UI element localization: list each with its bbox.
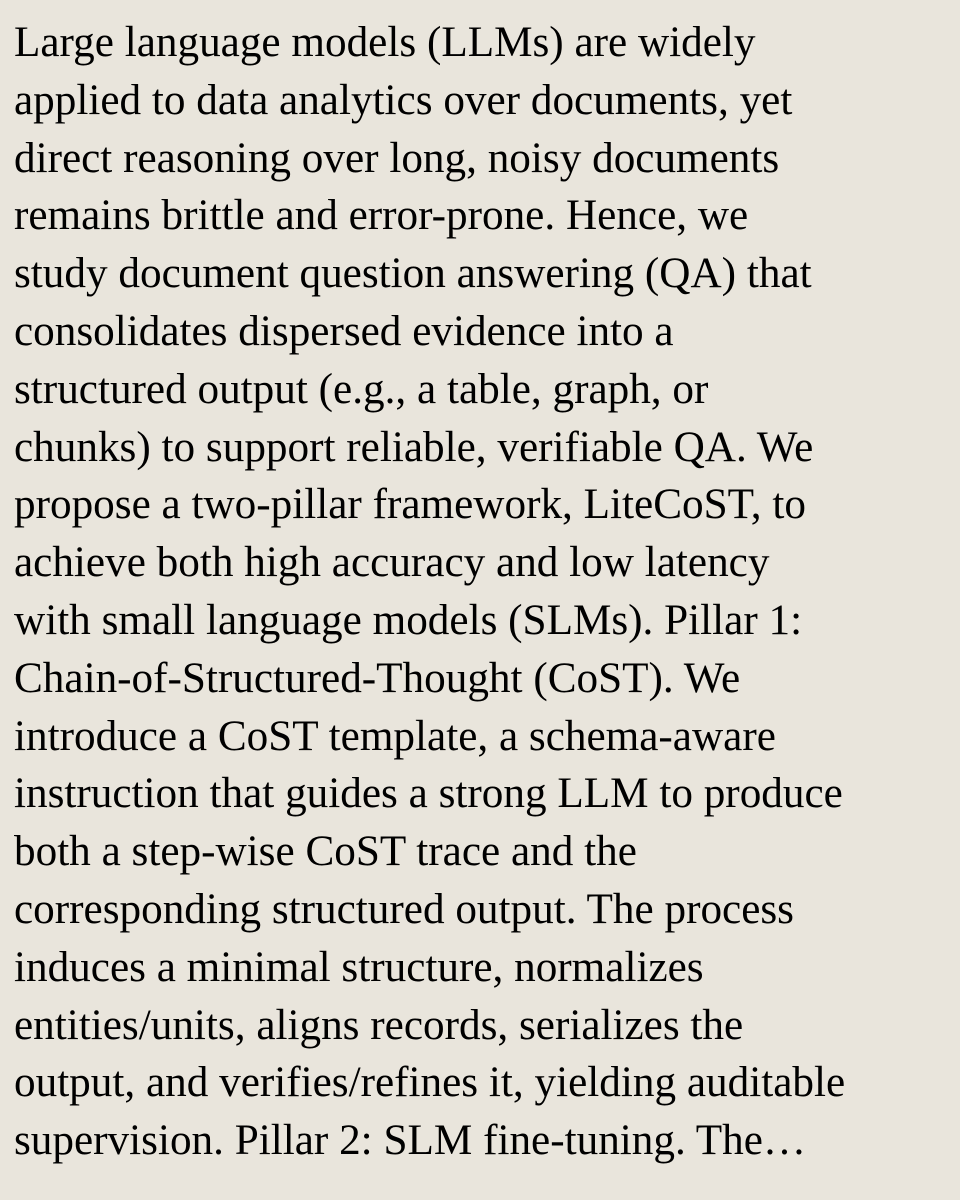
text-line: remains brittle and error-prone. Hence, we <box>14 192 749 240</box>
text-line: Chain-of-Structured-Thought (CoST). We <box>14 654 741 702</box>
text-line: Large language models (LLMs) are widely <box>14 19 756 66</box>
text-line: both a step-wise CoST trace and the <box>14 828 637 876</box>
text-line: direct reasoning over long, noisy documents <box>14 134 780 182</box>
text-line: supervision. Pillar 2: SLM fine-tuning. The… <box>14 1117 807 1165</box>
text-line: structured output (e.g., a table, graph, or <box>14 365 709 413</box>
text-line: instruction that guides a strong LLM to produce <box>14 770 843 818</box>
text-line: corresponding structured output. The process <box>14 885 794 933</box>
text-line: study document question answering (QA) that <box>14 250 812 298</box>
text-line: consolidates dispersed evidence into a <box>14 307 674 355</box>
text-line: introduce a CoST template, a schema-aware <box>14 712 776 760</box>
text-line: propose a two-pillar framework, LiteCoST, to <box>14 481 806 529</box>
text-line: output, and verifies/refines it, yielding auditable <box>14 1059 846 1107</box>
abstract-text <box>14 14 946 1170</box>
text-line: applied to data analytics over documents, yet <box>14 76 793 124</box>
text-line: entities/units, aligns records, serializes the <box>14 1001 744 1049</box>
text-line: chunks) to support reliable, verifiable QA. We <box>14 423 814 471</box>
text-line: achieve both high accuracy and low latency <box>14 539 770 587</box>
text-line: induces a minimal structure, normalizes <box>14 943 704 991</box>
text-line: with small language models (SLMs). Pillar 1: <box>14 596 803 644</box>
